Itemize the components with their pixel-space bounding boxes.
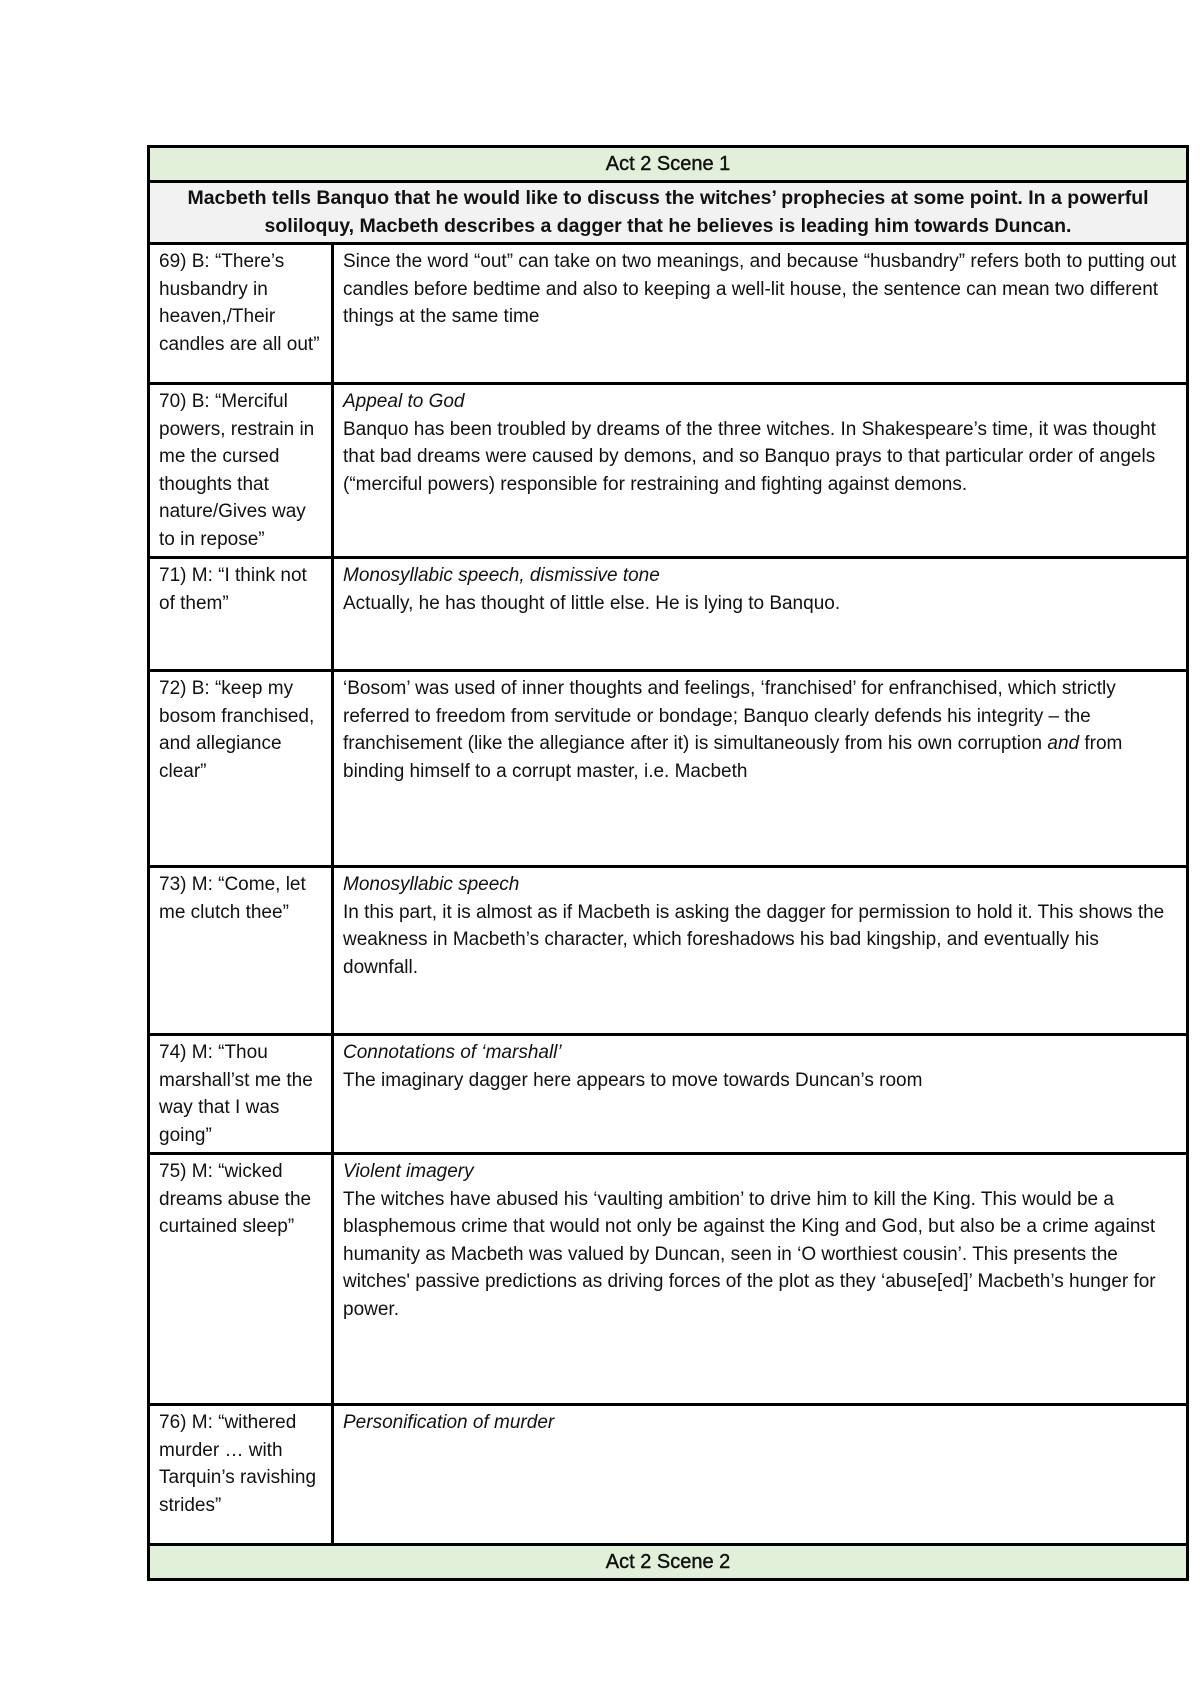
quote-cell: 69) B: “There’s husbandry in heaven,/Their candles are all out” [149,244,333,384]
quote-cell: 71) M: “I think not of them” [149,558,333,671]
quote-cell: 72) B: “keep my bosom franchised, and allegiance clear” [149,671,333,867]
table-row [149,671,1188,867]
table-row [149,1154,1188,1405]
table-row [149,558,1188,671]
quote-cell: 70) B: “Merciful powers, restrain in me the cursed thoughts that nature/Gives way to in repose” [149,384,333,558]
technique-label: Appeal to God [343,391,465,412]
quote-cell: 74) M: “Thou marshall’st me the way that I was going” [149,1035,333,1154]
analysis-cell [333,558,1188,671]
quote-cell: 75) M: “wicked dreams abuse the curtained sleep” [149,1154,333,1405]
scene-summary-row [149,182,1188,244]
table-row [149,244,1188,384]
analysis-cell [333,1035,1188,1154]
explanation-text [343,675,1177,785]
explanation-text: The witches have abused his ‘vaulting ambition’ to drive him to kill the King. This would be a blasphemous crime that would not only be against the King and God, but also be a crime against humanity as Macbeth was valued by Duncan, seen in ‘O worthiest cousin’. This presents the witches' passive predictions as driving forces of the plot as they ‘abuse[ed]’ Macbeth’s hunger for power. [343,1188,1156,1320]
explanation-text: Since the word “out” can take on two meanings, and because “husbandry” refers both to putting out candles before bedtime and also to keeping a well-lit house, the sentence can mean two different things at the same time [343,251,1177,327]
technique-label: Connotations of ‘marshall’ [343,1042,562,1063]
quote-cell: 76) M: “withered murder … with Tarquin’s ravishing strides” [149,1405,333,1545]
analysis-cell [333,384,1188,558]
analysis-cell [333,867,1188,1035]
explanation-text: The imaginary dagger here appears to move towards Duncan’s room [343,1069,923,1091]
scene-summary: Macbeth tells Banquo that he would like to discuss the witches’ prophecies at some point. In a powerful soliloquy, Macbeth describes a dagger that he believes is leading him towards Duncan. [149,182,1188,244]
analysis-cell [333,1405,1188,1545]
analysis-cell [333,671,1188,867]
scene-title: Act 2 Scene 2 [149,1545,1188,1580]
explanation-text: Banquo has been troubled by dreams of the three witches. In Shakespeare’s time, it was thought that bad dreams were caused by demons, and so Banquo prays to that particular order of angels (“merciful powers) responsible for restraining and fighting against demons. [343,418,1156,495]
table-row [149,1035,1188,1154]
analysis-cell [333,244,1188,384]
analysis-cell [333,1154,1188,1405]
table-row [149,867,1188,1035]
analysis-table [147,145,1189,1581]
emphasis-word: and [1047,733,1080,754]
technique-label: Violent imagery [343,1161,474,1182]
explanation-part: ‘Bosom’ was used of inner thoughts and feelings, ‘franchised’ for enfranchised, which strictly referred to freedom from servitude or bondage; Banquo clearly defends his integrity – the franchisement (like the allegiance after it) is simultaneously from his own corruption [343,678,1116,754]
technique-label: Personification of murder [343,1412,555,1433]
explanation-part: from binding himself to a corrupt master, i.e. Macbeth [343,733,1123,782]
scene-title: Act 2 Scene 1 [149,147,1188,182]
explanation-text: In this part, it is almost as if Macbeth is asking the dagger for permission to hold it. This shows the weakness in Macbeth’s character, which foreshadows his bad kingship, and eventually his downfall. [343,901,1165,978]
table-row [149,1405,1188,1545]
scene-header-row [149,147,1188,182]
technique-label: Monosyllabic speech [343,874,520,895]
scene-header-row [149,1545,1188,1580]
explanation-text: Actually, he has thought of little else. He is lying to Banquo. [343,592,841,614]
table-row [149,384,1188,558]
technique-label: Monosyllabic speech, dismissive tone [343,565,660,586]
quote-cell: 73) M: “Come, let me clutch thee” [149,867,333,1035]
